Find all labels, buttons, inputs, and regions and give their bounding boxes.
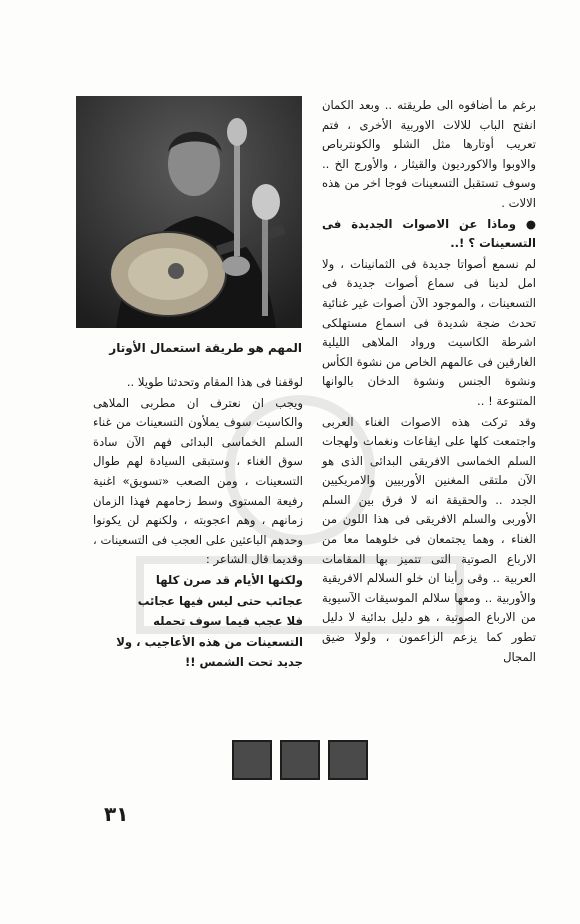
verse-line: التسعينات من هذه الأعاجيب ، ولا [116, 634, 303, 649]
left-text-column [93, 373, 303, 673]
verse-line: جديد تحت الشمس !! [184, 655, 303, 670]
section-end-ornament [232, 740, 372, 784]
oud-player-photo [76, 96, 302, 328]
ornament-square [328, 740, 368, 780]
right-text-column [322, 96, 536, 667]
photo-caption: المهم هو طريقة استعمال الأوتار [109, 341, 302, 355]
ornament-square [280, 740, 320, 780]
paragraph: ويجب ان نعترف ان مطربى الملاهى والكاسيت سوف يملأون التسعينات من غناء السلم الخماسى البدائى فهم الآن سادة سوق الغناء ، وستبقى السيادة لهم طوال التسعينات ، ومن الصعب «تسويق» اغنية رفيعة المستوى وسط زحامهم فهذا الزمان زمانهم ، وهم اعجوبته ، ولكنهم لن يكونوا وحدهم الباعثين على العجب فى التسعينات ، وقديما قال الشاعر : [93, 395, 303, 567]
paragraph: لوقفنا فى هذا المقام وتحدثنا طويلا .. [126, 375, 303, 389]
paragraph: وقد تركت هذه الاصوات الغناء العربى واجتمعت كلها على ايقاعات ونغمات ولهجات السلم الخماسى الافريقى البدائى الذى هو الآن ملتقى المغنين الأوربيين والامريكيين الجدد .. والحقيقة انه لا فرق بين السلم الأوربى والسلم الافريقى فى هذا اللون من الغناء ، وهما يجتمعان فى خلوهما معا من الارباع الصوتية التى تتميز بها المقامات العربية .. وقى رأينا ان خلو السلالم الافريقية والأوربية .. ومعها سلالم الموسيقات الآسيوية من الارباع الصوتية ، هو دليل بدائية لا دليل تطور كما يزعم الزاعمون ، ولولا ضيق المجال [322, 414, 536, 664]
question-heading: ● وماذا عن الاصوات الجديدة فى التسعينات ؟ !.. [322, 216, 536, 251]
verse-line: عجائب حتى ليس فيها عجائب [137, 593, 303, 608]
verse-line: فلا عجب فيما سوف تحمله [153, 614, 303, 629]
paragraph: برغم ما أضافوه الى طريقته .. وبعد الكمان انفتح الباب للالات الاوربية الأخرى ، فتم تعريب أوتارها مثل الشلو والكونترباص والاوبوا والاكورديون والقيثار ، والأورج الخ .. وسوف تستقبل التسعينات فوجا اخر من هذه الالات . [322, 98, 536, 210]
verse-line: ولكنها الأيام قد صرن كلها [155, 572, 303, 587]
page-number: ٣١ [104, 802, 129, 826]
paragraph: لم نسمع أصواتا جديدة فى الثمانينات ، ولا امل لدينا فى سماع أصوات جديدة فى التسعينات ، والموجود الآن أصوات غير غنائية تحدث ضجة شديدة فى اسماع مستهلكى اشرطة الكاسيت ورواد الملاهى الليلية الغارقين فى عالمهم الخاص من نشوة الكأس ونشوة الجنس ونشوة الدخان بالوانها المتنوعة ! .. [322, 256, 536, 408]
ornament-square [232, 740, 272, 780]
